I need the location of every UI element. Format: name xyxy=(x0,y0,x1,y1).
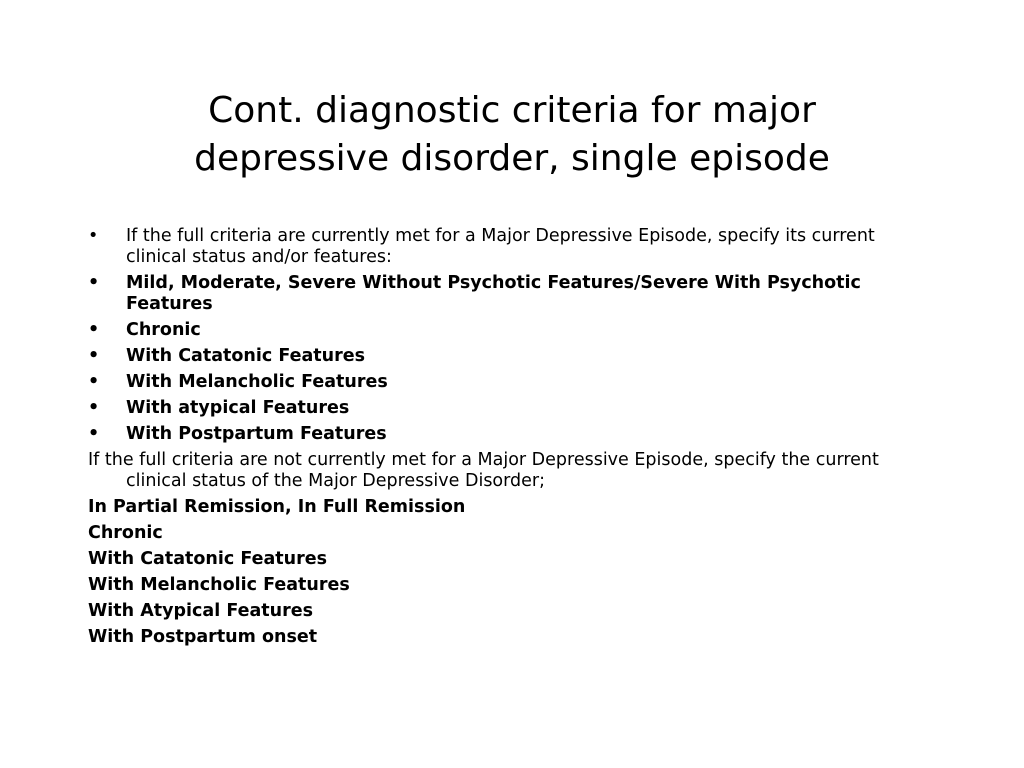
bullet-text: With atypical Features xyxy=(126,398,350,418)
specifier-postpartum: With Postpartum onset xyxy=(88,627,318,647)
slide-title xyxy=(60,87,964,183)
bullet-item-postpartum xyxy=(88,424,938,445)
bullet-text: Mild, Moderate, Severe Without Psychotic Features/Severe With Psychotic Features xyxy=(126,273,861,314)
bullet-text: With Catatonic Features xyxy=(126,346,366,366)
bullet-text: With Melancholic Features xyxy=(126,372,388,392)
specifier-chronic: Chronic xyxy=(88,523,163,543)
specifier-melancholic: With Melancholic Features xyxy=(88,575,350,595)
bullet-item-atypical xyxy=(88,398,938,419)
bullet-icon: • xyxy=(88,320,100,340)
not-met-paragraph: If the full criteria are not currently met for a Major Depressive Episode, specify the current clinical status of the Major Depressive Disorder; xyxy=(88,450,879,491)
specifier-catatonic: With Catatonic Features xyxy=(88,549,328,569)
bullet-item-current-criteria xyxy=(88,226,938,268)
bullet-icon: • xyxy=(88,398,100,418)
title-line-2: depressive disorder, single episode xyxy=(194,138,830,179)
bullet-item-catatonic xyxy=(88,346,938,367)
bullet-icon: • xyxy=(88,226,99,246)
bullet-text: If the full criteria are currently met for a Major Depressive Episode, specify its current clinical status and/or features: xyxy=(126,226,875,267)
bullet-item-severity xyxy=(88,273,938,315)
bullet-text: Chronic xyxy=(126,320,201,340)
title-line-1: Cont. diagnostic criteria for major xyxy=(208,90,816,131)
specifier-atypical: With Atypical Features xyxy=(88,601,313,621)
bullet-icon: • xyxy=(88,372,100,392)
bullet-icon: • xyxy=(88,424,100,444)
bullet-item-melancholic xyxy=(88,372,938,393)
slide-body xyxy=(88,226,938,653)
bullet-item-chronic xyxy=(88,320,938,341)
specifier-remission: In Partial Remission, In Full Remission xyxy=(88,497,466,517)
bullet-icon: • xyxy=(88,346,100,366)
bullet-icon: • xyxy=(88,273,100,293)
bullet-text: With Postpartum Features xyxy=(126,424,387,444)
